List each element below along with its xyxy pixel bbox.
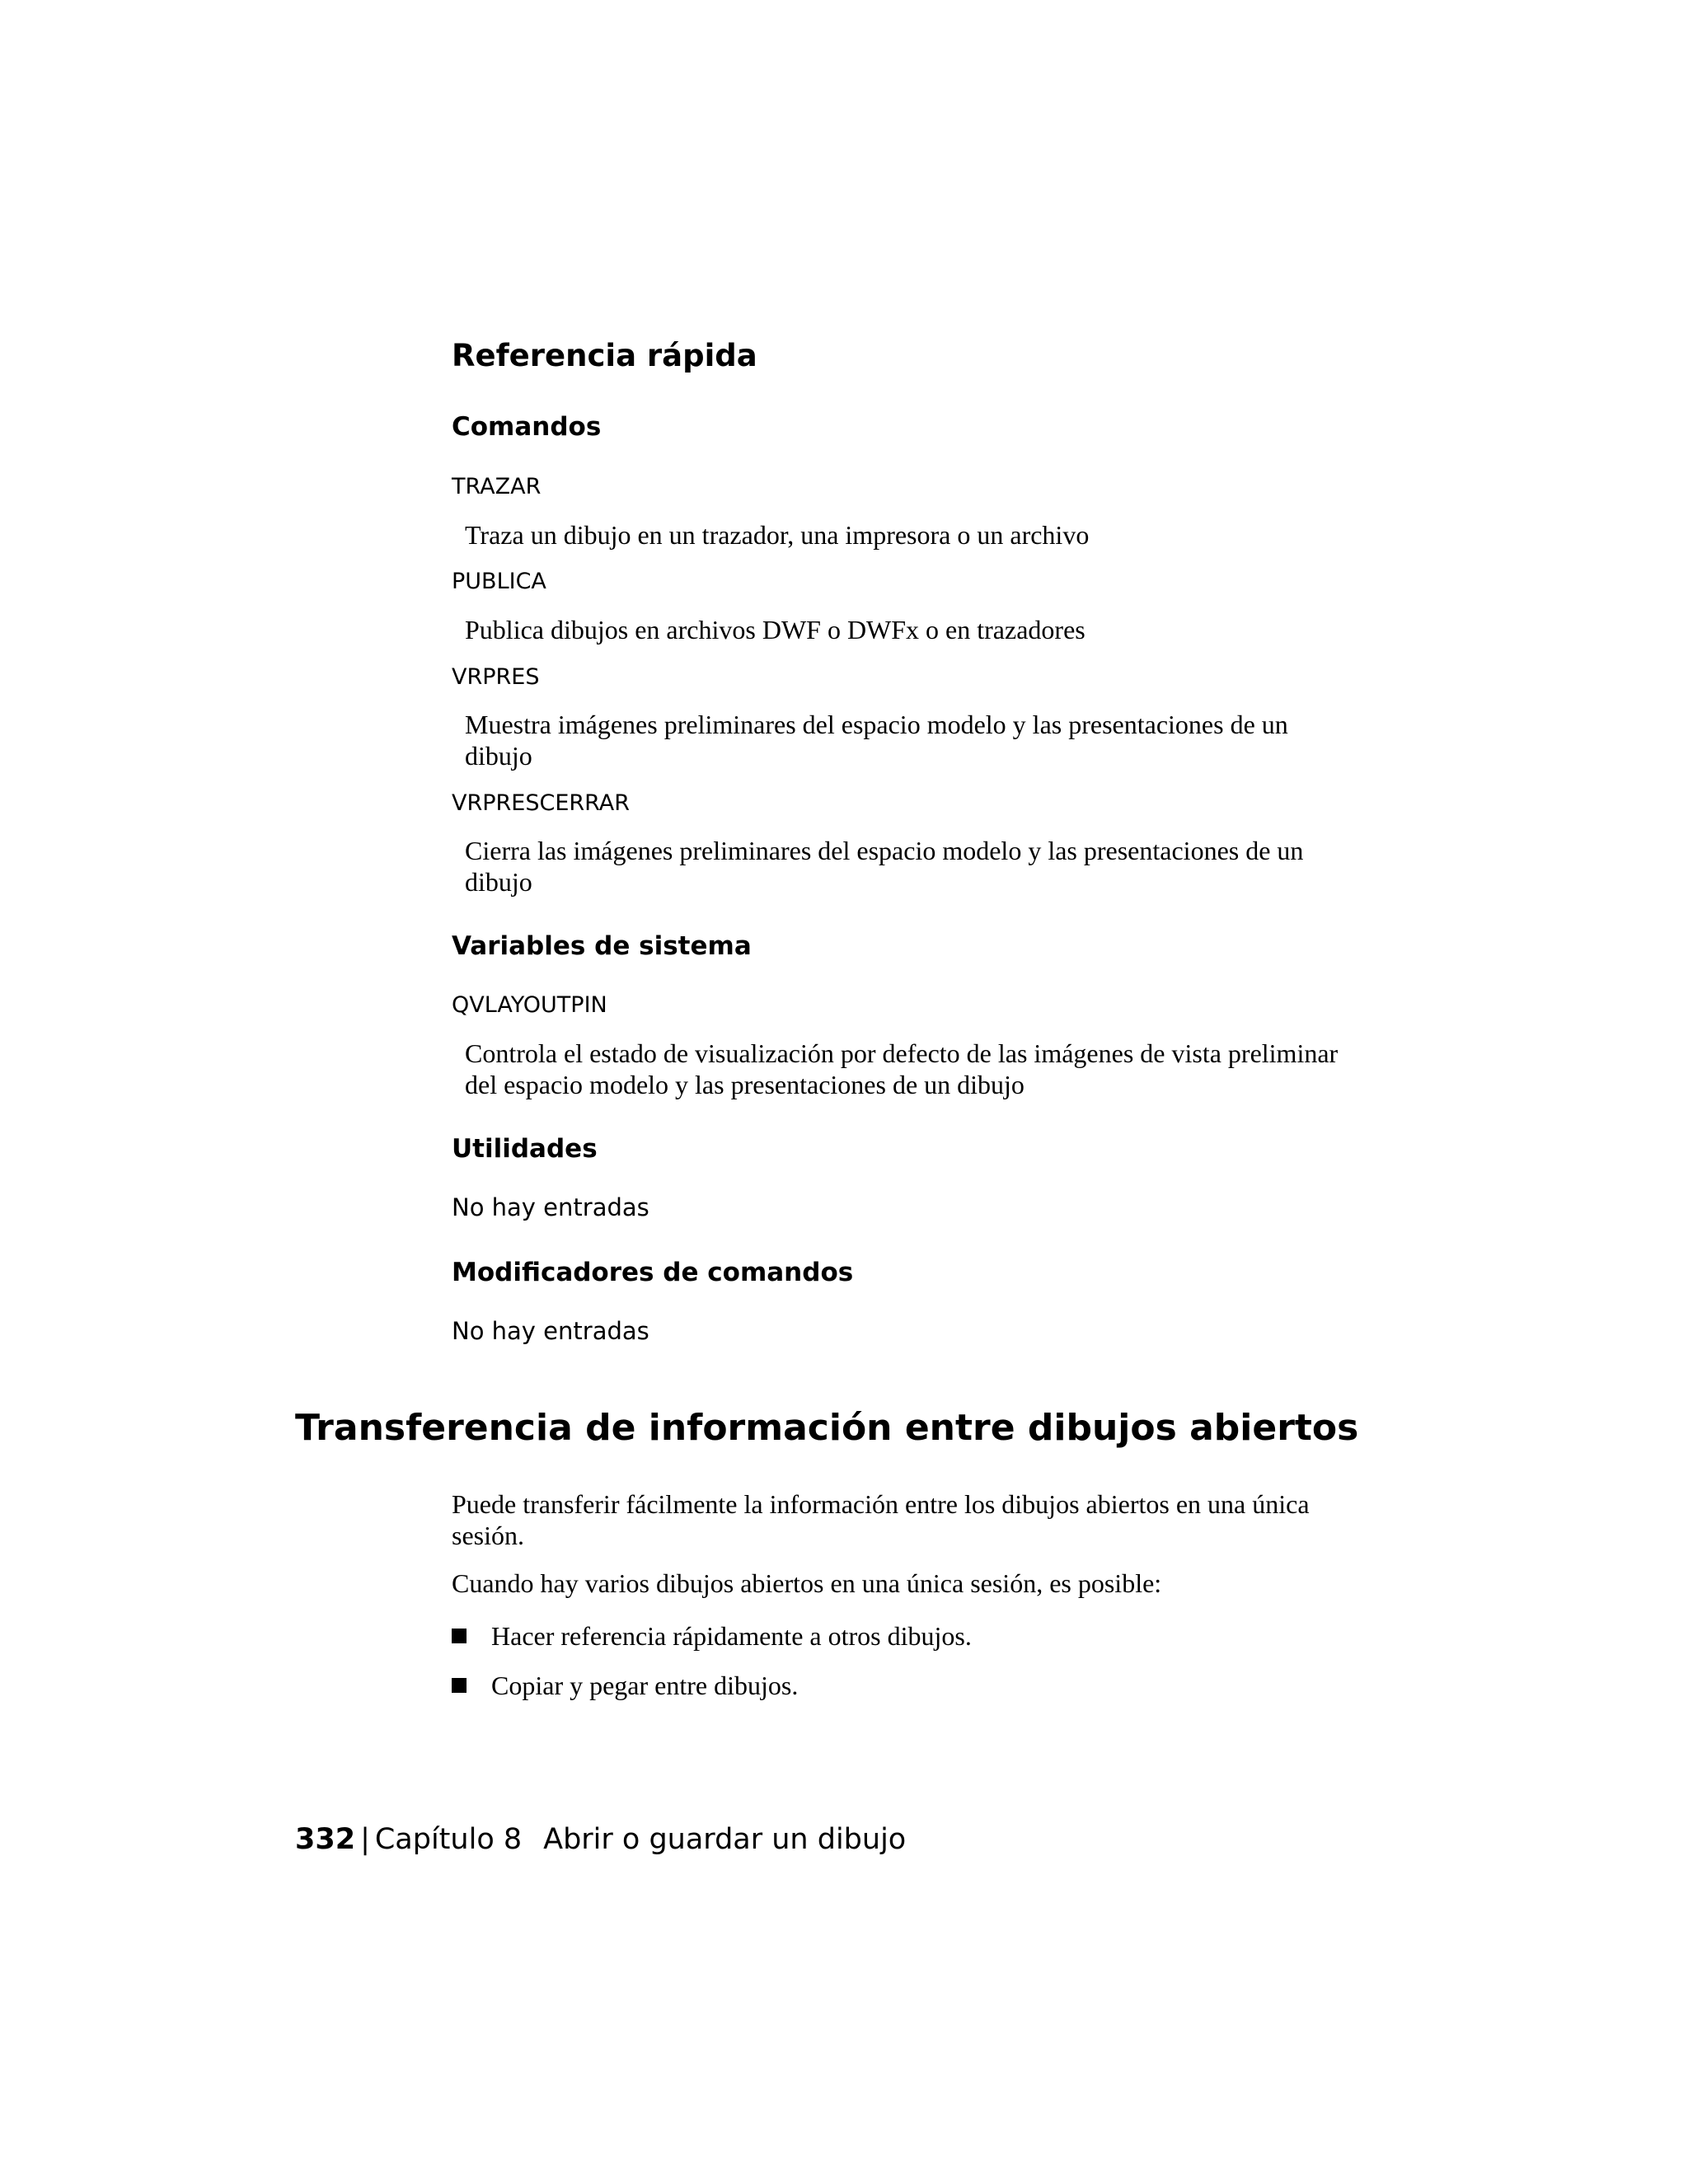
command-name: PUBLICA [452, 569, 546, 594]
page-footer [295, 1823, 906, 1856]
command-description: Traza un dibujo en un trazador, una impresora o un archivo [465, 520, 1090, 550]
command-name: TRAZAR [452, 474, 542, 499]
system-variable-description: Controla el estado de visualización por defecto de las imágenes de vista preliminar del espacio modelo y las presentaciones de un dibujo [465, 1038, 1339, 1099]
page-number: 332 [295, 1823, 356, 1856]
list-item [452, 1620, 972, 1652]
system-variables-heading: Variables de sistema [452, 931, 752, 961]
command-description: Publica dibujos en archivos DWF o DWFx o en trazadores [465, 615, 1085, 644]
command-name: VRPRES [452, 664, 540, 690]
command-description: Muestra imágenes preliminares del espacio modelo y las presentaciones de un dibujo [465, 710, 1288, 771]
body-paragraph: Puede transferir fácilmente la información entre los dibujos abiertos en una única sesión. [452, 1489, 1310, 1550]
chapter-title: Abrir o guardar un dibujo [543, 1823, 907, 1856]
system-variable-name: QVLAYOUTPIN [452, 992, 607, 1018]
utilities-text: No hay entradas [452, 1193, 649, 1221]
bullet-square-icon [452, 1629, 467, 1643]
command-name: VRPRESCERRAR [452, 790, 631, 816]
utilities-heading: Utilidades [452, 1134, 598, 1164]
body-paragraph: Cuando hay varios dibujos abiertos en una única sesión, es posible: [452, 1568, 1162, 1598]
command-modifiers-heading: Modificadores de comandos [452, 1258, 854, 1287]
list-item-text: Copiar y pegar entre dibujos. [491, 1671, 799, 1700]
list-item [452, 1670, 798, 1701]
footer-separator: | [360, 1823, 370, 1856]
chapter-label: Capítulo 8 [374, 1823, 523, 1856]
command-description: Cierra las imágenes preliminares del espacio modelo y las presentaciones de un dibujo [465, 836, 1304, 897]
list-item-text: Hacer referencia rápidamente a otros dibujos. [491, 1621, 972, 1651]
section-title: Transferencia de información entre dibujos abiertos [295, 1407, 1359, 1449]
command-modifiers-text: No hay entradas [452, 1317, 649, 1345]
quick-reference-title: Referencia rápida [452, 338, 757, 373]
commands-heading: Comandos [452, 412, 602, 442]
bullet-square-icon [452, 1678, 467, 1693]
